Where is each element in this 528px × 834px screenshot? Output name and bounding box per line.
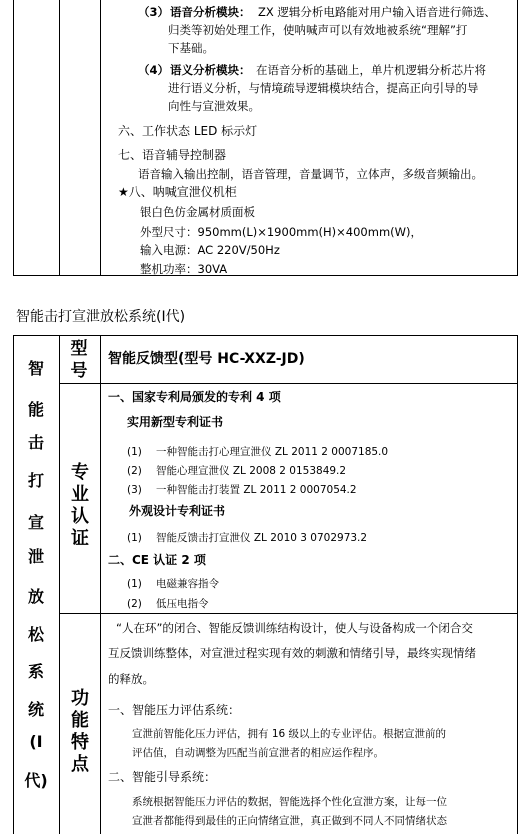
top-table-divider-1 — [59, 0, 60, 275]
vertical-char: 宣 — [27, 513, 44, 532]
patent-text: 一种智能击打装置 ZL 2011 2 0007054.2 — [156, 484, 357, 496]
table-row-divider-2 — [59, 613, 518, 614]
vertical-char: 击 — [27, 433, 44, 452]
vertical-char: 智 — [27, 359, 44, 378]
feature1-line1: 宣泄前智能化压力评估，拥有 16 级以上的专业评估。根据宣泄前的 — [132, 728, 447, 740]
cert-heading1: 一、国家专利局颁发的专利 4 项 — [108, 390, 281, 404]
patent-text: 智能心理宣泄仪 ZL 2008 2 0153849.2 — [156, 465, 347, 477]
vertical-char: 代) — [24, 771, 48, 790]
item3-heading: 语音分析模块： — [170, 5, 251, 19]
patent-num: (2) — [127, 465, 142, 477]
item4-heading: 语义分析模块： — [170, 63, 251, 77]
table-right-border — [517, 335, 518, 834]
feature1-line2: 评估值，自动调整为匹配当前宣泄者的相应运作程序。 — [132, 747, 384, 759]
item4-line1: 在语音分析的基础上，单片机逻辑分析芯片将 — [256, 63, 486, 77]
item3-line2: 归类等初始处理工作，使呐喊声可以有效地被系统“理解”打 — [168, 23, 468, 37]
design-patent-text: 智能反馈击打宣泄仪 ZL 2010 3 0702973.2 — [156, 532, 368, 544]
top-table-left-border — [13, 0, 14, 275]
section7-desc: 语音输入输出控制，语音管理，音量调节，立体声，多级音频输出。 — [138, 167, 483, 181]
vertical-char: 泄 — [27, 547, 44, 566]
ce-num: (1) — [127, 578, 142, 590]
feature1-title: 一、智能压力评估系统： — [108, 703, 241, 717]
item3-line1: ZX 逻辑分析电路能对用户输入语音进行筛选、 — [258, 5, 496, 19]
item4-line2: 进行语义分析，与情境疏导逻辑模块结合，提高正向引导的导 — [168, 81, 479, 95]
section8-heading: ★八、呐喊宣泄仪机柜 — [118, 185, 237, 199]
item3-line3: 下基础。 — [168, 41, 214, 55]
cabinet-power: 输入电源：AC 220V/50Hz — [140, 243, 280, 257]
cabinet-size: 外型尺寸：950mm(L)×1900mm(H)×400mm(W)， — [140, 225, 422, 239]
feature-intro-line1: “人在环”的闭合、智能反馈训练结构设计，使人与设备构成一个闭合交 — [116, 621, 473, 635]
item4-num: （4） — [138, 63, 170, 77]
cert-label: 专业认证 — [71, 462, 89, 549]
system-title: 智能击打宣泄放松系统(Ⅰ代) — [16, 309, 186, 325]
feature-intro-line3: 的释放。 — [108, 672, 154, 686]
feature2-line1: 系统根据智能压力评估的数据，智能选择个性化宣泄方案，让每一位 — [132, 796, 447, 808]
vertical-char: 统 — [27, 700, 44, 719]
top-table-divider-2 — [100, 0, 101, 275]
table-col-divider-1 — [59, 335, 60, 834]
cabinet-panel: 银白色仿金属材质面板 — [140, 205, 255, 219]
vertical-char: 打 — [27, 471, 44, 490]
cert-sub2: 外观设计专利证书 — [129, 504, 226, 518]
vertical-char: 系 — [27, 662, 44, 681]
ce-num: (2) — [127, 598, 142, 610]
section6-heading: 六、工作状态 LED 标示灯 — [118, 124, 258, 138]
table-left-border — [13, 335, 14, 834]
item4-line3: 向性与宣泄效果。 — [168, 99, 260, 113]
top-table-bottom-border — [13, 275, 518, 276]
cabinet-wattage: 整机功率：30VA — [140, 262, 228, 276]
model-label — [60, 336, 100, 383]
top-table-right-border — [517, 0, 518, 275]
patent-num: (3) — [127, 484, 142, 496]
patent-num: (1) — [127, 446, 142, 458]
feature-intro-line2: 互反馈训练整体，对宣泄过程实现有效的刺激和情绪引导，最终实现情绪 — [108, 646, 476, 660]
feature2-line2: 宣泄者都能得到最佳的正向情绪宣泄，真正做到不同人不同情绪状态 — [132, 815, 447, 827]
ce-text: 低压电指令 — [156, 598, 209, 610]
section7-heading: 七、语音辅导控制器 — [118, 148, 227, 162]
vertical-char: 放 — [27, 587, 44, 606]
vertical-char: (Ⅰ — [29, 732, 43, 751]
ce-text: 电磁兼容指令 — [156, 578, 219, 590]
cert-heading2: 二、CE 认证 2 项 — [108, 553, 206, 567]
table-col-divider-2 — [100, 335, 101, 834]
table-row-divider-1 — [59, 383, 518, 384]
cert-sub1: 实用新型专利证书 — [127, 415, 224, 429]
design-patent-num: (1) — [127, 532, 142, 544]
model-label-text: 型号 — [70, 339, 88, 381]
feature-label: 功能特点 — [71, 688, 89, 775]
patent-text: 一种智能击打心理宣泄仪 ZL 2011 2 0007185.0 — [156, 446, 389, 458]
item3-num: （3） — [138, 5, 170, 19]
vertical-char: 能 — [27, 400, 44, 419]
feature2-title: 二、智能引导系统： — [108, 770, 217, 784]
vertical-char: 松 — [27, 625, 44, 644]
model-value: 智能反馈型(型号 HC-XXZ-JD) — [108, 351, 305, 367]
